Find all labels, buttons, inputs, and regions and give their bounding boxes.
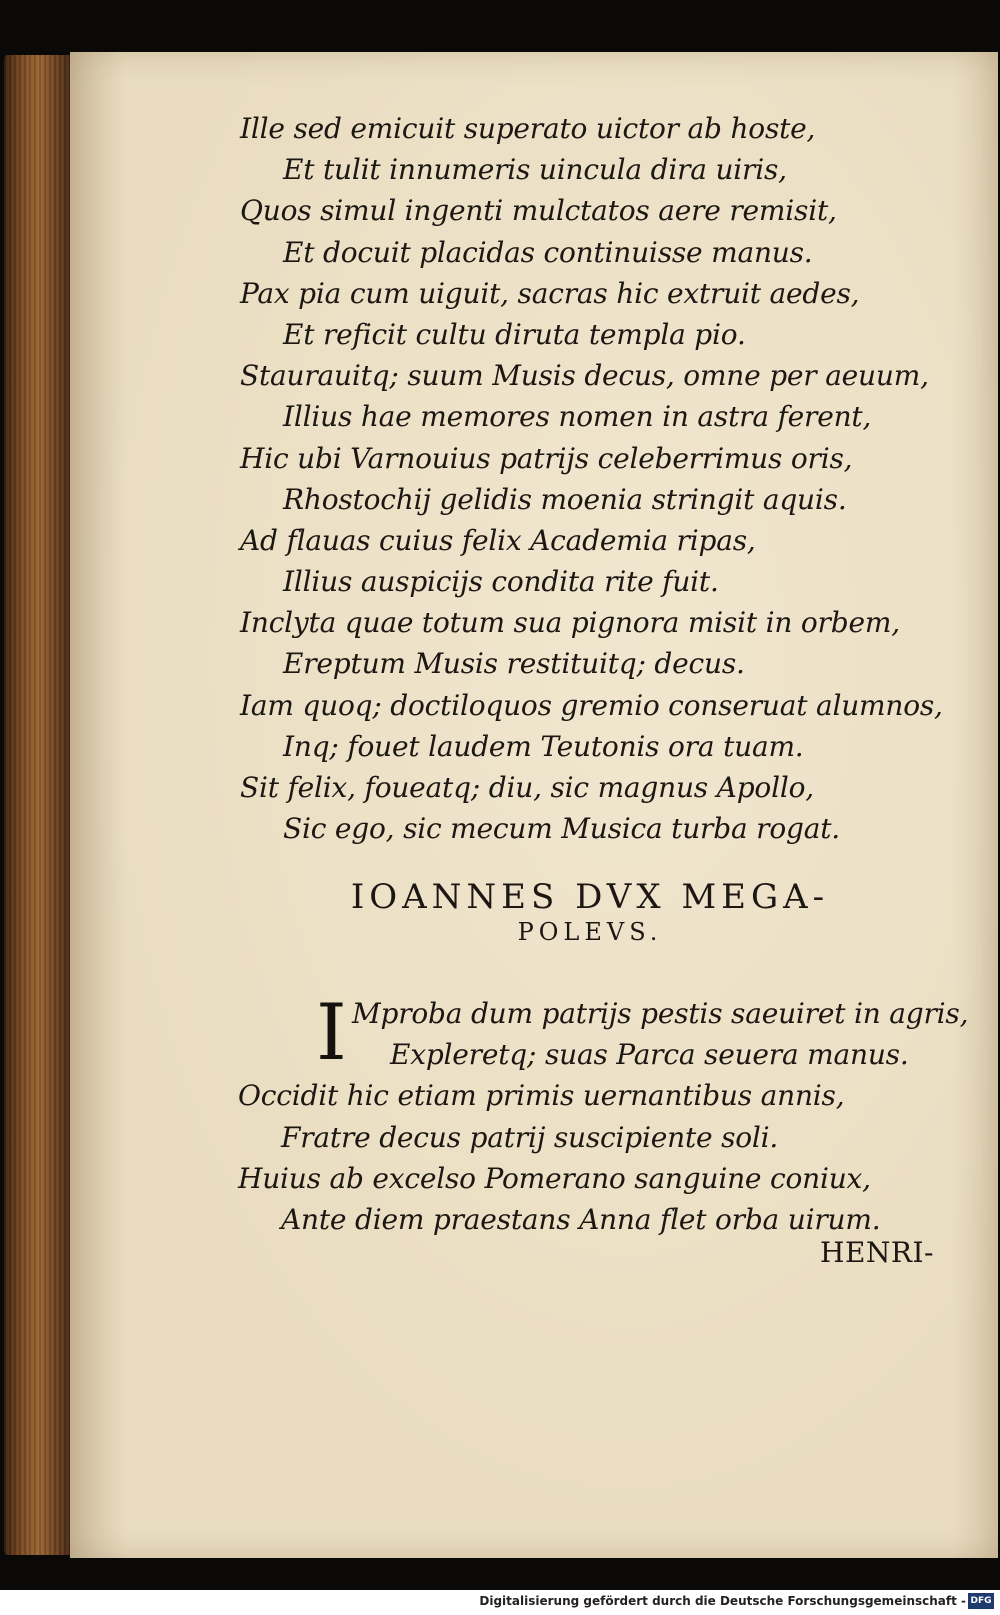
poem-line: Rhostochij gelidis moenia stringit aquis. xyxy=(283,482,847,516)
footer-credit: Digitalisierung gefördert durch die Deutsche Forschungsgemeinschaft - xyxy=(479,1594,966,1608)
poem-line: Illius auspicijs condita rite fuit. xyxy=(283,565,719,599)
catchword: HENRI- xyxy=(820,1236,934,1269)
poem-line: Iam quoq; doctiloquos gremio conseruat alumnos, xyxy=(240,688,943,722)
poem-line: Ad flauas cuius felix Academia ripas, xyxy=(240,523,756,557)
poem-line: Sic ego, sic mecum Musica turba rogat. xyxy=(283,812,840,846)
poem-line: Illius hae memores nomen in astra ferent, xyxy=(283,400,872,434)
poem-line: Fratre decus patrij suscipiente soli. xyxy=(281,1120,779,1154)
poem-line: Ante diem praestans Anna flet orba uirum. xyxy=(281,1202,881,1236)
poem-line: Expleretq; suas Parca seuera manus. xyxy=(390,1038,909,1072)
poem-line: Occidit hic etiam primis uernantibus annis, xyxy=(238,1079,845,1113)
book-spine-edge xyxy=(4,55,74,1555)
drop-capital: I xyxy=(316,988,347,1078)
dfg-logo: DFG xyxy=(968,1593,994,1609)
poem-line: Mproba dum patrijs pestis saeuiret in agris, xyxy=(352,997,969,1030)
poem-line: Huius ab excelso Pomerano sanguine coniux, xyxy=(238,1161,871,1195)
poem-line: Pax pia cum uiguit, sacras hic extruit aedes, xyxy=(240,276,860,310)
poem-line: Et tulit innumeris uincula dira uiris, xyxy=(283,153,787,187)
section-heading-continued: POLEVS. xyxy=(517,918,663,946)
poem-line: Inclyta quae totum sua pignora misit in orbem, xyxy=(240,606,900,640)
digitization-footer xyxy=(0,1590,1000,1615)
poem-line: Staurauitq; suum Musis decus, omne per aeuum, xyxy=(240,359,929,393)
poem-line: Ille sed emicuit superato uictor ab hoste, xyxy=(240,112,816,145)
poem-part-1 xyxy=(240,108,960,849)
poem-line: Inq; fouet laudem Teutonis ora tuam. xyxy=(283,729,804,763)
poem-line: Et reficit cultu diruta templa pio. xyxy=(283,317,746,351)
section-heading: IOANNES DVX MEGA- xyxy=(350,877,830,917)
poem-line: Sit felix, foueatq; diu, sic magnus Apollo, xyxy=(240,771,814,804)
poem-line: Hic ubi Varnouius patrijs celeberrimus oris, xyxy=(240,441,853,475)
poem-part-2 xyxy=(238,988,969,1240)
poem-line: Et docuit placidas continuisse manus. xyxy=(283,235,813,269)
poem-line: Ereptum Musis restituitq; decus. xyxy=(283,647,745,681)
poem-line: Quos simul ingenti mulctatos aere remisit, xyxy=(240,194,837,228)
